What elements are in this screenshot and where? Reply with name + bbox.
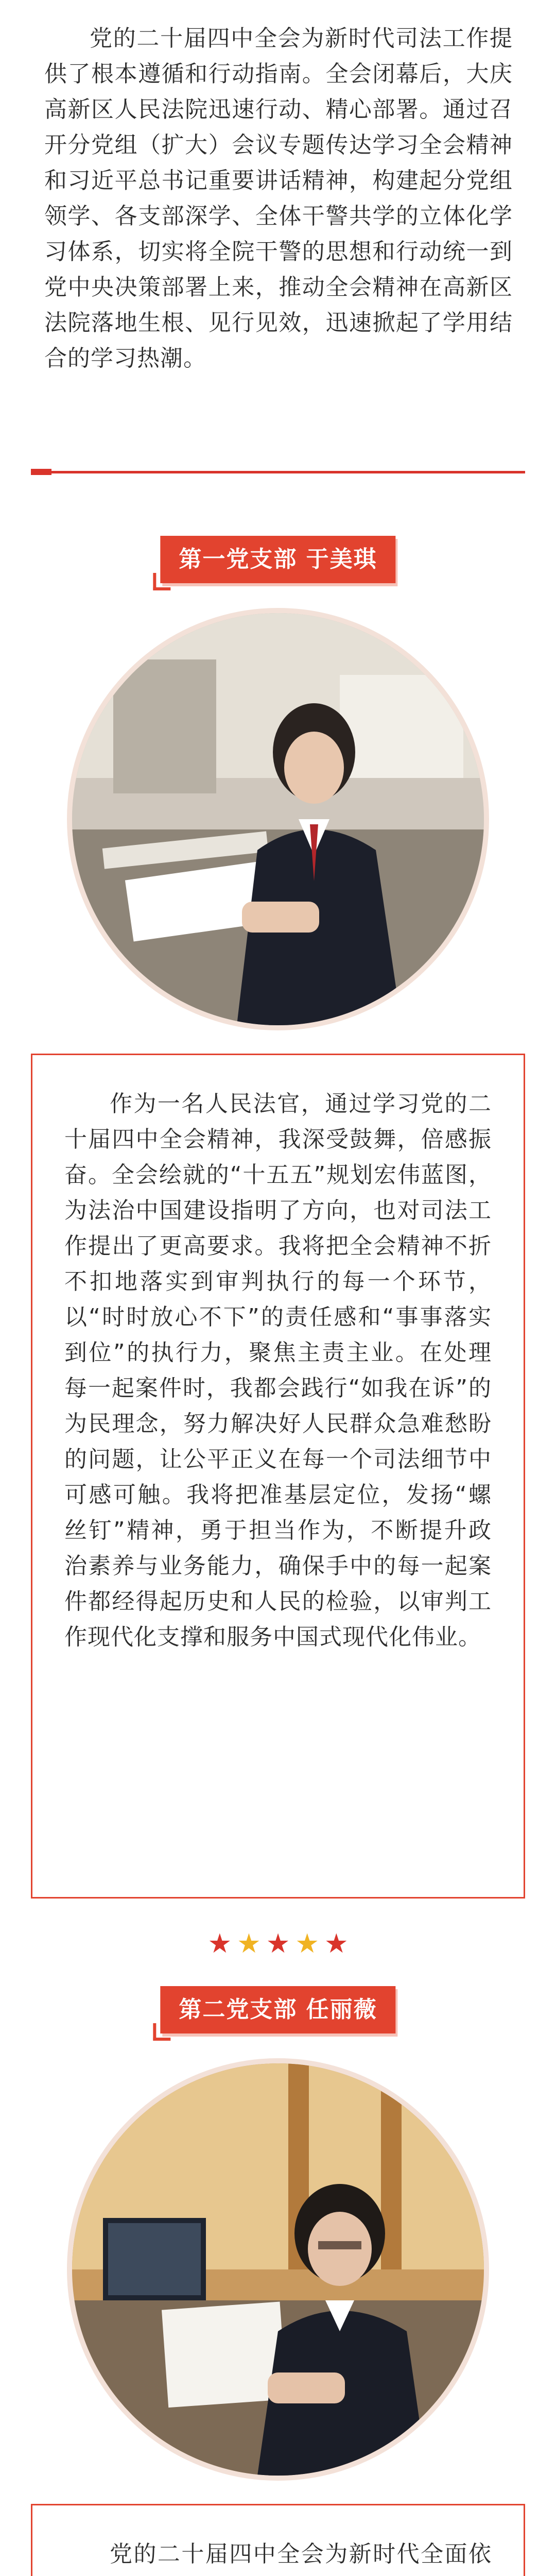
section-title-1-text: 第一党支部 于美琪 [179,546,377,572]
section-body-box-1 [31,1054,525,1899]
title-corner-decoration [153,2023,170,2041]
portrait-photo-1-image [72,613,484,1025]
star-icon: ★ [237,1928,261,1959]
section-body-1: 作为一名人民法官，通过学习党的二十届四中全会精神，我深受鼓舞，倍感振奋。全会绘就的“十五五”规划宏伟蓝图，为法治中国建设指明了方向，也对司法工作提出了更高要求。我将把全会精神不折不扣地落实到审判执行的每一个环节，以“时时放心不下”的责任感和“事事落实到位”的执行力，聚焦主责主业。在处理每一起案件时，我都会践行“如我在诉”的为民理念，努力解决好人民群众急难愁盼的问题，让公平正义在每一个司法细节中可感可触。我将把准基层定位，发扬“螺丝钉”精神，勇于担当作为，不断提升政治素养与业务能力，确保手中的每一起案件都经得起历史和人民的检验，以审判工作现代化支撑和服务中国式现代化伟业。 [64,1091,492,1650]
section-title-2-text: 第二党支部 任丽薇 [179,1996,377,2023]
star-icon: ★ [207,1928,232,1959]
star-icon: ★ [266,1928,290,1959]
intro-paragraph: 党的二十届四中全会为新时代司法工作提供了根本遵循和行动指南。全会闭幕后，大庆高新区人民法院迅速行动、精心部署。通过召开分党组（扩大）会议专题传达学习全会精神和习近平总书记重要讲话精神，构建起分党组领学、各支部深学、全体干警共学的立体化学习体系，切实将全院干警的思想和行动统一到党中央决策部署上来，推动全会精神在高新区法院落地生根、见行见效，迅速掀起了学用结合的学习热潮。 [44,25,513,371]
star-icon: ★ [324,1928,349,1959]
section-title-2 [160,1986,395,2033]
section-body-box-2 [31,2504,525,2576]
title-corner-decoration [153,573,170,590]
section-title-1 [160,536,395,583]
star-icon: ★ [295,1928,319,1959]
section-body-2: 党的二十届四中全会为新时代全面依 [110,2541,492,2567]
star-divider-1 [207,1929,348,1958]
portrait-photo-2 [67,2058,489,2481]
portrait-photo-2-image [72,2063,484,2476]
portrait-photo-1 [67,608,489,1030]
section-divider-line [31,469,525,474]
